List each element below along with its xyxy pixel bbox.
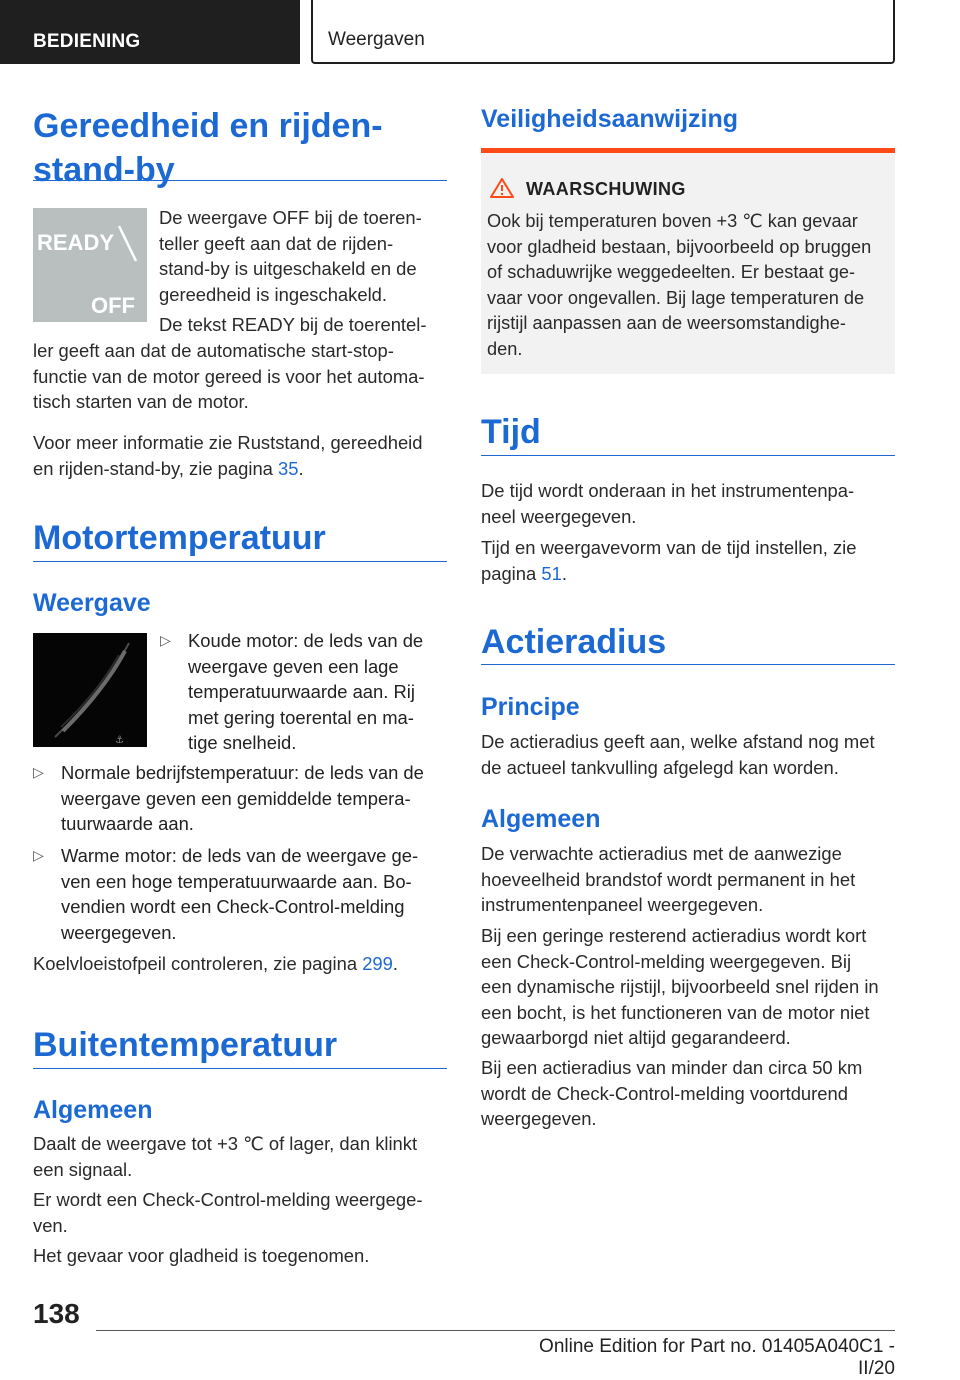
text-line: weergave geven een gemiddelde tempera- bbox=[61, 787, 411, 809]
bullet-text bbox=[188, 628, 423, 756]
page-link-51[interactable]: 51 bbox=[541, 562, 562, 584]
text-line: een bocht, is het functioneren van de motor niet bbox=[481, 1001, 870, 1023]
text-line: voor gladheid bestaan, bijvoorbeeld op bruggen bbox=[487, 236, 872, 257]
text-line: weergave geven een lage bbox=[188, 655, 399, 677]
text-line: stand-by is uitgeschakeld en de bbox=[159, 258, 417, 280]
coolant-temp-icon: ⚓ bbox=[115, 735, 124, 746]
time-paragraph-1 bbox=[481, 478, 901, 529]
ready-off-graphic bbox=[33, 208, 147, 322]
text-line: tuurwaarde aan. bbox=[61, 813, 194, 835]
text-line: Warme motor: de leds van de weergave ge- bbox=[61, 845, 419, 866]
heading-tijd: Tijd bbox=[481, 413, 541, 451]
ready-paragraph-2-first bbox=[159, 312, 449, 338]
text-line: vaar voor ongevallen. Bij lage temperaturen de bbox=[487, 287, 865, 308]
text-line: gewaarborgd niet altijd gegarandeerd. bbox=[481, 1027, 791, 1049]
triangle-bullet-icon: ▷ bbox=[33, 764, 44, 780]
edition-text: Online Edition for Part no. 01405A040C1 - II/20 bbox=[539, 1336, 895, 1379]
ready-off-indicator-image bbox=[33, 208, 147, 322]
outside-temp-paragraph-3: Het gevaar voor gladheid is toegenomen. bbox=[33, 1245, 370, 1266]
range-paragraph-1 bbox=[481, 841, 901, 918]
heading-veiligheidsaanwijzing: Veiligheidsaanwijzing bbox=[481, 105, 739, 133]
text-line: Normale bedrijfstemperatuur: de leds van de bbox=[61, 762, 424, 783]
range-paragraph-3 bbox=[481, 1055, 901, 1132]
text-line: ven een hoge temperatuurwaarde aan. Bo- bbox=[61, 870, 412, 892]
text-line: Bij een geringe resterend actieradius wordt kort bbox=[481, 925, 867, 946]
text-line: een dynamische rijstijl, bijvoorbeeld snel rijden in bbox=[481, 976, 879, 998]
engine-temperature-display-image bbox=[33, 633, 147, 747]
text-line: vendien wordt een Check-Control-melding bbox=[61, 896, 405, 918]
text-line: Er wordt een Check-Control-melding weergege- bbox=[33, 1189, 423, 1210]
bullet-text bbox=[61, 843, 418, 945]
text-line: . bbox=[561, 562, 567, 584]
chapter-label: Weergaven bbox=[328, 29, 425, 50]
triangle-bullet-icon: ▷ bbox=[33, 847, 44, 863]
temperature-gauge-graphic bbox=[33, 633, 147, 747]
text-line: De weergave OFF bij de toeren- bbox=[159, 207, 422, 228]
outside-temp-paragraph-1 bbox=[33, 1131, 453, 1182]
heading-principe: Principe bbox=[481, 693, 580, 721]
page-link-299[interactable]: 299 bbox=[362, 953, 393, 974]
text-line: ler geeft aan dat de automatische start-stop- bbox=[33, 340, 394, 361]
warning-box bbox=[481, 148, 895, 374]
heading-rule bbox=[33, 1068, 447, 1069]
heading-rule bbox=[481, 664, 895, 665]
coolant-paragraph bbox=[33, 951, 453, 977]
footer-rule bbox=[96, 1330, 895, 1331]
off-text: OFF bbox=[91, 293, 135, 318]
heading-weergave: Weergave bbox=[33, 589, 151, 617]
heading-buitentemperatuur: Buitentemperatuur bbox=[33, 1026, 338, 1064]
warning-triangle-icon bbox=[489, 177, 515, 199]
text-line: tisch starten van de motor. bbox=[33, 391, 249, 413]
text-line: De tijd wordt onderaan in het instrumentenpa- bbox=[481, 480, 855, 501]
heading-ready-line1: Gereedheid en rijden- bbox=[33, 107, 383, 145]
ready-paragraph-2-rest bbox=[33, 338, 453, 415]
heading-motortemperatuur: Motortemperatuur bbox=[33, 519, 326, 557]
heading-ready bbox=[33, 104, 383, 192]
text-line: Voor meer informatie zie Ruststand, gereedheid bbox=[33, 432, 423, 453]
heading-rule bbox=[481, 455, 895, 456]
text-line: hoeveelheid brandstof wordt permanent in het bbox=[481, 868, 856, 890]
text-line: een signaal. bbox=[33, 1158, 133, 1180]
text-line: . bbox=[392, 953, 399, 974]
text-line: teller geeft aan dat de rijden- bbox=[159, 232, 394, 254]
text-line: Ook bij temperaturen boven +3 ℃ kan gevaar bbox=[487, 211, 858, 231]
text-line: De verwachte actieradius met de aanwezige bbox=[481, 843, 842, 864]
heading-algemeen-left: Algemeen bbox=[33, 1096, 153, 1124]
principle-paragraph bbox=[481, 729, 901, 780]
text-line: wordt de Check-Control-melding voortdurend bbox=[481, 1082, 848, 1104]
text-line: De tekst READY bij de toerentel- bbox=[159, 314, 427, 335]
text-line: en rijden-stand-by, zie pagina bbox=[33, 457, 279, 479]
text-line: . bbox=[298, 457, 304, 479]
section-tab bbox=[0, 0, 300, 64]
page-number: 138 bbox=[33, 1298, 80, 1329]
text-line: den. bbox=[487, 338, 523, 359]
heading-rule bbox=[33, 180, 447, 181]
heading-rule bbox=[33, 561, 447, 562]
text-line: instrumentenpaneel weergegeven. bbox=[481, 894, 764, 916]
text-line: gereedheid is ingeschakeld. bbox=[159, 283, 387, 305]
chapter-tab bbox=[311, 0, 895, 64]
gauge-arc-inner bbox=[61, 655, 119, 727]
text-line: tige snelheid. bbox=[188, 732, 297, 754]
text-line: rijstijl aanpassen aan de weersomstandighe- bbox=[487, 313, 846, 334]
ready-text: READY bbox=[37, 230, 115, 255]
page-link-35[interactable]: 35 bbox=[278, 457, 299, 479]
text-line: of schaduwrijke weggedeelten. Er bestaat ge- bbox=[487, 262, 856, 283]
text-line: ven. bbox=[33, 1214, 68, 1236]
text-line: Koude motor: de leds van de bbox=[188, 630, 424, 651]
heading-algemeen-right: Algemeen bbox=[481, 805, 601, 833]
text-line: functie van de motor gereed is voor het automa- bbox=[33, 365, 425, 387]
text-line: De actieradius geeft aan, welke afstand nog met bbox=[481, 731, 875, 752]
text-line: met gering toerental en ma- bbox=[188, 706, 414, 728]
needle-mark bbox=[119, 226, 136, 261]
text-line: pagina bbox=[481, 562, 542, 584]
bullet-text bbox=[61, 760, 424, 837]
section-label: BEDIENING bbox=[33, 31, 141, 52]
outside-temp-paragraph-2 bbox=[33, 1187, 453, 1238]
warning-text bbox=[487, 209, 897, 363]
text-line: weergegeven. bbox=[481, 1108, 597, 1130]
warning-title: WAARSCHUWING bbox=[526, 179, 686, 199]
text-line: een Check-Control-melding weergegeven. Bij bbox=[481, 950, 852, 972]
text-line: Daalt de weergave tot +3 ℃ of lager, dan klinkt bbox=[33, 1133, 418, 1154]
heading-actieradius: Actieradius bbox=[481, 623, 667, 661]
text-line: temperatuurwaarde aan. Rij bbox=[188, 681, 415, 703]
text-line: Koelvloeistofpeil controleren, zie pagina bbox=[33, 953, 363, 974]
ready-paragraph-3 bbox=[33, 430, 453, 481]
text-line: Tijd en weergavevorm van de tijd instellen, zie bbox=[481, 537, 857, 558]
text-line: weergegeven. bbox=[61, 921, 177, 943]
heading-ready-line2: stand-by bbox=[33, 151, 175, 189]
time-paragraph-2 bbox=[481, 535, 901, 586]
ready-paragraph-1 bbox=[159, 205, 449, 307]
triangle-bullet-icon: ▷ bbox=[160, 632, 171, 648]
text-line: neel weergegeven. bbox=[481, 505, 637, 527]
range-paragraph-2 bbox=[481, 923, 901, 1051]
text-line: de actueel tankvulling afgelegd kan worden. bbox=[481, 756, 839, 778]
text-line: Bij een actieradius van minder dan circa 50 km bbox=[481, 1057, 863, 1078]
